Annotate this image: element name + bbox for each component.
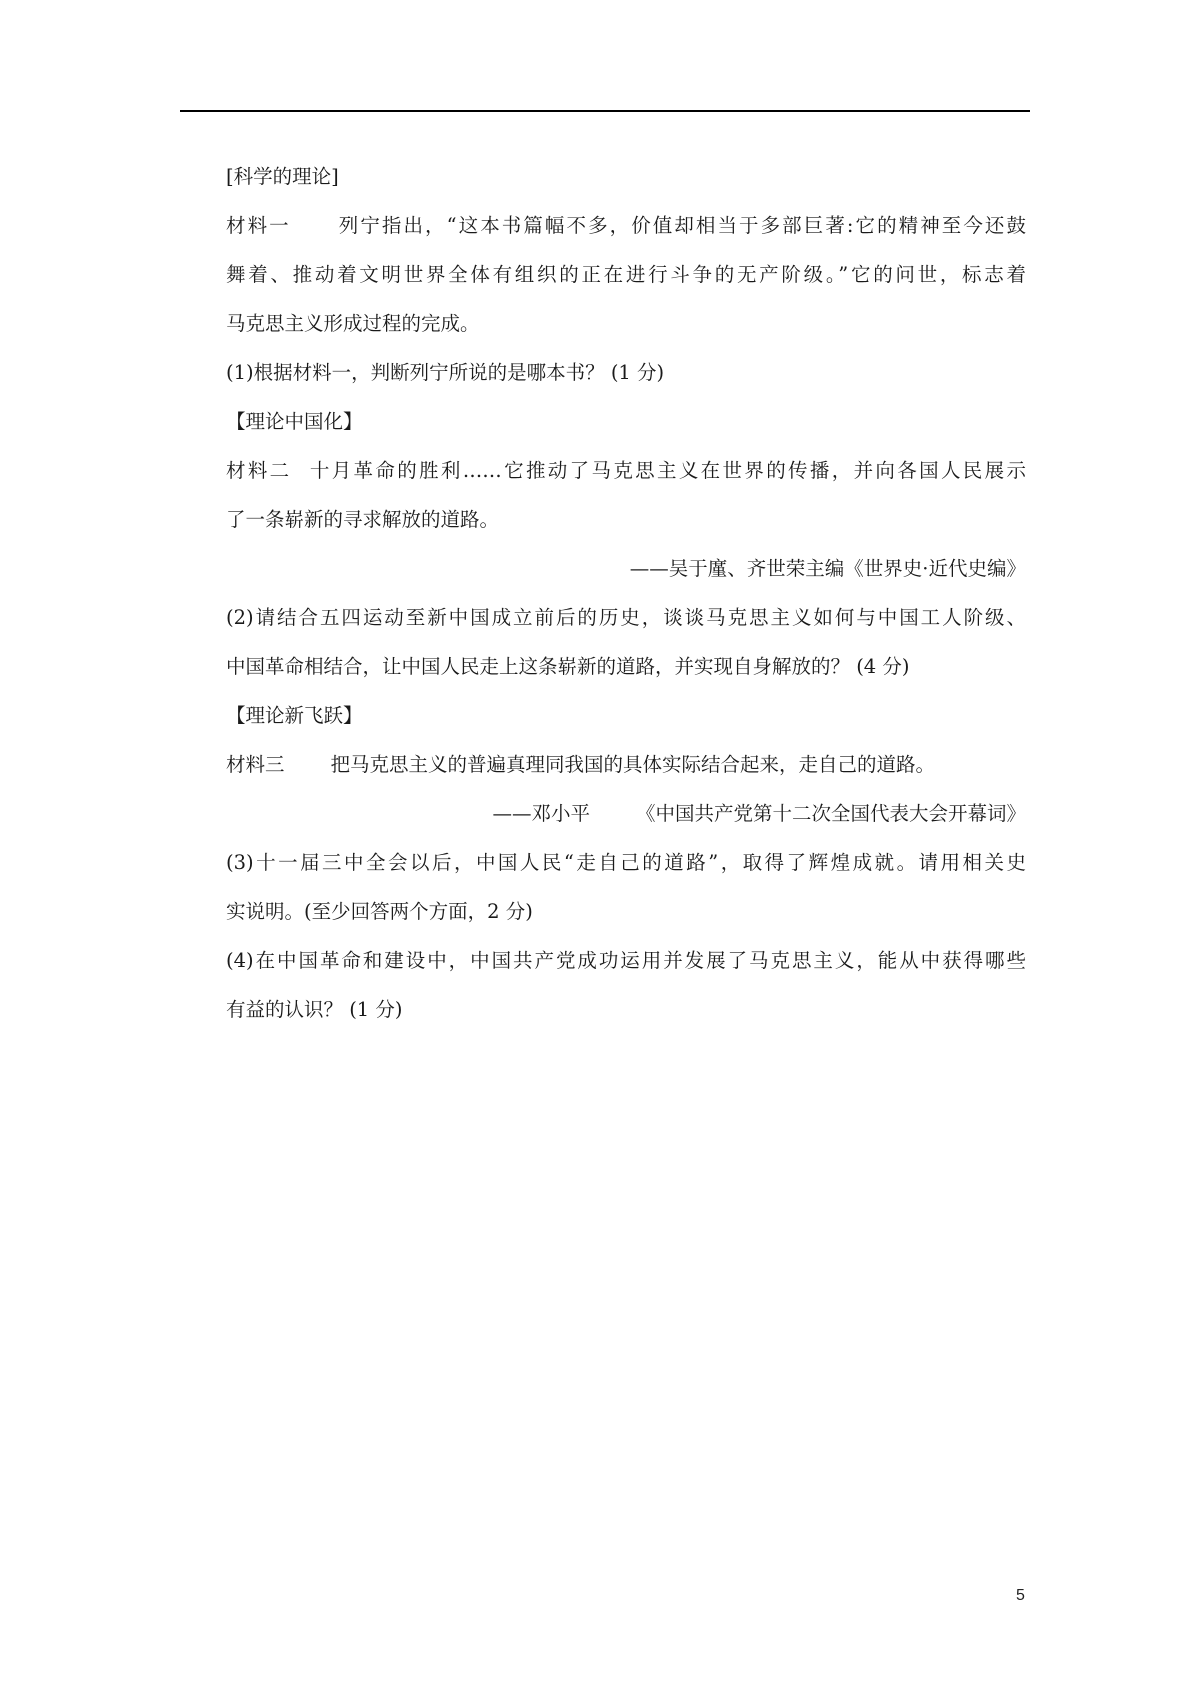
- material-two-line-1: [226, 446, 1026, 495]
- material-one-line-3: 马克思主义形成过程的完成。: [226, 312, 480, 335]
- question-4-line-1: (4)在中国革命和建设中，中国共产党成功运用并发展了马克思主义，能从中获得哪些: [226, 949, 1026, 972]
- question-4-line-2: 有益的认识？ (1 分): [226, 998, 403, 1021]
- header-rule: [180, 110, 1030, 112]
- section-heading-theory-sinicization: 【理论中国化】: [226, 410, 363, 433]
- document-body: [226, 152, 1026, 1034]
- material-three-text: 把马克思主义的普遍真理同我国的具体实际结合起来，走自己的道路。: [330, 753, 936, 776]
- material-two-source: ——吴于廑、齐世荣主编《世界史·近代史编》: [629, 557, 1026, 580]
- page-number: 5: [1016, 1587, 1025, 1604]
- material-one-text-1: 列宁指出，“这本书篇幅不多，价值却相当于多部巨著:它的精神至今还鼓: [336, 214, 1026, 237]
- question-2-line-2: 中国革命相结合，让中国人民走上这条崭新的道路，并实现自身解放的？ (4 分): [226, 655, 910, 678]
- material-two-label: 材料二: [226, 459, 292, 482]
- material-one-label: 材料一: [226, 214, 291, 237]
- material-three-source: [226, 789, 1026, 838]
- question-2-line-1: (2)请结合五四运动至新中国成立前后的历史，谈谈马克思主义如何与中国工人阶级、: [226, 606, 1026, 629]
- material-two-line-2: 了一条崭新的寻求解放的道路。: [226, 508, 500, 531]
- question-3-line-2: 实说明。(至少回答两个方面，2 分): [226, 900, 533, 923]
- material-three-line: [226, 740, 1026, 789]
- section-heading-theory-leap: 【理论新飞跃】: [226, 704, 363, 727]
- question-3-line-1: (3)十一届三中全会以后，中国人民“走自己的道路”，取得了辉煌成就。请用相关史: [226, 851, 1026, 874]
- material-two-text-1: 十月革命的胜利……它推动了马克思主义在世界的传播，并向各国人民展示: [307, 459, 1026, 482]
- material-three-source-title: 《中国共产党第十二次全国代表大会开幕词》: [635, 802, 1026, 825]
- material-three-label: 材料三: [226, 753, 285, 776]
- material-one-line-1: [226, 201, 1026, 250]
- material-three-source-author: ——邓小平: [492, 802, 590, 825]
- question-1: (1)根据材料一，判断列宁所说的是哪本书？ (1 分): [226, 361, 665, 384]
- section-heading-scientific-theory: [科学的理论]: [226, 165, 339, 188]
- material-one-line-2: 舞着、推动着文明世界全体有组织的正在进行斗争的无产阶级。”它的问世，标志着: [226, 263, 1026, 286]
